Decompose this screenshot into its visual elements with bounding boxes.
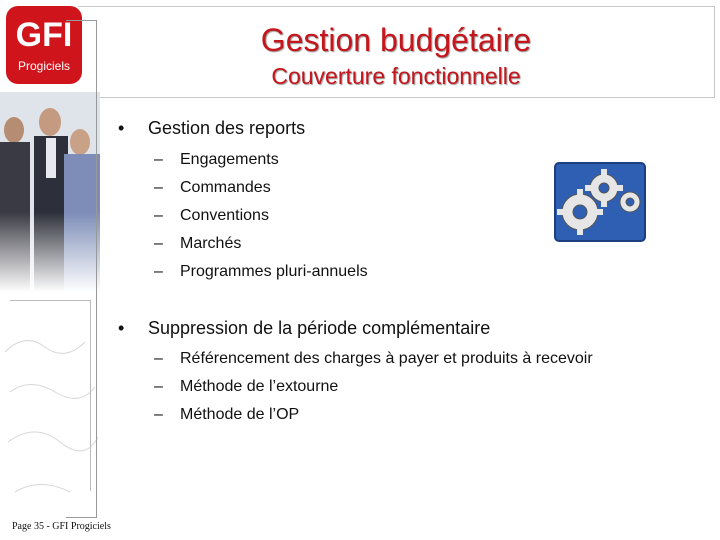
list-item: – Programmes pluri-annuels — [154, 263, 368, 280]
list-item: – Référencement des charges à payer et produits à recevoir — [154, 350, 593, 367]
list-item: – Conventions — [154, 207, 269, 224]
bullet-suppression-periode: • Suppression de la période complémentaire — [118, 318, 491, 338]
list-item: – Marchés — [154, 235, 242, 252]
list-item: – Méthode de l’OP — [154, 406, 300, 423]
list-item: – Commandes — [154, 179, 271, 196]
bullet-gestion-reports: • Gestion des reports — [118, 118, 306, 138]
logo-main: GFI — [15, 16, 73, 54]
slide-subtitle: Couverture fonctionnelle — [271, 63, 521, 89]
bullet-symbol: • — [118, 118, 125, 138]
bullet-symbol: • — [118, 318, 125, 338]
slide-title: Gestion budgétaire — [260, 22, 532, 58]
list-item: – Méthode de l’extourne — [154, 378, 339, 395]
gears-icon — [554, 162, 646, 242]
frame-line-inner — [10, 300, 91, 491]
logo-sub: Progiciels — [17, 59, 71, 73]
list-item: – Engagements — [154, 151, 279, 168]
page-footer: Page 35 - GFI Progiciels — [12, 521, 111, 532]
